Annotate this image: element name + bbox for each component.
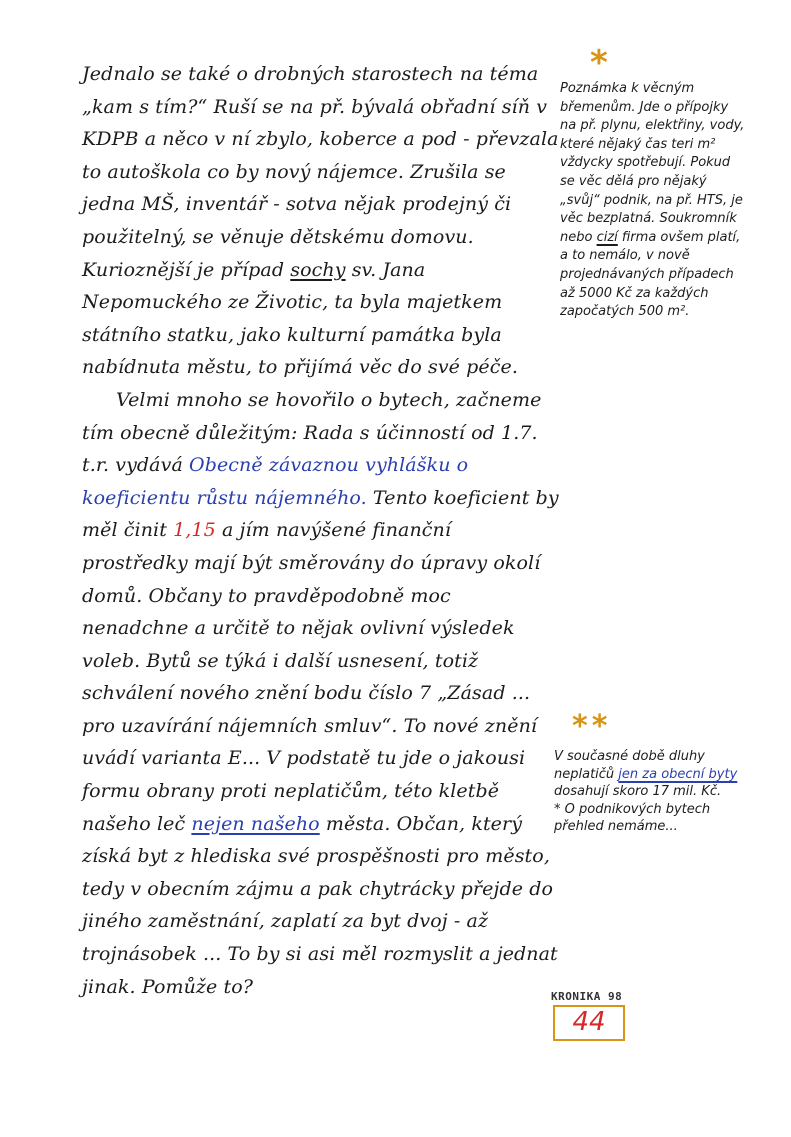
margin-note-2-footnote: * O podnikových bytech přehled nemáme... bbox=[554, 801, 711, 834]
margin-note-1-text bbox=[560, 80, 748, 322]
margin-note-2-part-c: dosahují skoro 17 mil. Kč. bbox=[554, 784, 722, 799]
decree-title: Obecně závaznou vyhlášku o koeficientu růstu nájemného. bbox=[82, 454, 469, 509]
page-number: 44 bbox=[572, 1007, 606, 1037]
margin-note-1-cizi: cizí bbox=[596, 229, 618, 245]
star-marker-2: ** bbox=[572, 709, 612, 744]
paragraph-2-text-c: a jím navýšené finanční prostředky mají být směrovány do úpravy okolí domů. Občany to pravděpodobně moc nenadchne a určitě to nějak ovlivní výsledek voleb. Bytů se týká i další usnesení, totiž schválení nového znění bodu číslo 7 „Zásad ... pro uzavírání nájemních smluv“. To nové znění uvádí varianta E... V podstatě tu jde o jakousi formu obrany proti neplatičům, této kletbě našeho leč bbox=[82, 519, 541, 835]
chronicle-label: KRONIKA 98 bbox=[551, 990, 623, 1003]
paragraph-1 bbox=[82, 58, 562, 384]
margin-note-2-text bbox=[554, 748, 744, 801]
page-number-box bbox=[553, 1005, 625, 1041]
paragraph-2-text-d: města. Občan, který získá byt z hlediska své prospěšnosti pro město, tedy v obecním zájmu a pak chytrácky přejde do jiného zaměstnání, zaplatí za byt dvoj - až trojnásobek ... To by si asi měl rozmyslit a jednat jinak. Pomůže to? bbox=[82, 812, 558, 998]
paragraph-2-text-b: Tento koeficient by měl činit bbox=[82, 486, 559, 542]
margin-note-1-part-a: Poznámka k věcným břemenům. Jde o přípojky na př. plynu, elektřiny, vody, které nějaký čas teri m² vždycky spotřebují. Pokud se věc dělá pro nějaký „svůj“ podnik, na př. HTS, je věc bezplatná. Soukromník nebo bbox=[560, 81, 745, 245]
paragraph-2-text-a: Velmi mnoho se hovořilo o bytech, začneme tím obecně důležitým: Rada s účinností od 1.7. t.r. vydává bbox=[82, 388, 542, 477]
coefficient-value: 1,15 bbox=[173, 519, 216, 542]
nejen-naseho: nejen našeho bbox=[191, 812, 320, 835]
paragraph-1-text-end: sv. Jana Nepomuckého ze Životic, ta byla majetkem státního statku, jako kulturní památka byla nabídnuta městu, to přijímá věc do své péče. bbox=[82, 258, 518, 379]
margin-note-2 bbox=[554, 748, 744, 836]
paragraph-2 bbox=[82, 384, 562, 1003]
chronicle-text bbox=[82, 58, 562, 1003]
margin-note-2-obecni-byty: jen za obecní byty bbox=[618, 766, 738, 782]
margin-note-1-part-b: firma ovšem platí, a to nemálo, v nově projednávaných případech až 5000 Kč za každých započatých 500 m². bbox=[560, 229, 741, 320]
margin-note-1 bbox=[560, 80, 748, 322]
margin-note-2-part-a: V současné době dluhy neplatičů bbox=[554, 749, 705, 782]
sochy-underlined: sochy bbox=[290, 258, 346, 281]
star-marker-1: * bbox=[590, 43, 608, 83]
paragraph-1-text: Jednalo se také o drobných starostech na téma „kam s tím?“ Ruší se na př. bývalá obřadní síň v KDPB a něco v ní zbylo, koberce a pod - převzala to autoškola co by nový nájemce. Zrušila se jedna MŠ, inventář - sotva nějak prodejný či použitelný, se věnuje dětskému domovu. Kurioznější je případ bbox=[82, 63, 559, 281]
